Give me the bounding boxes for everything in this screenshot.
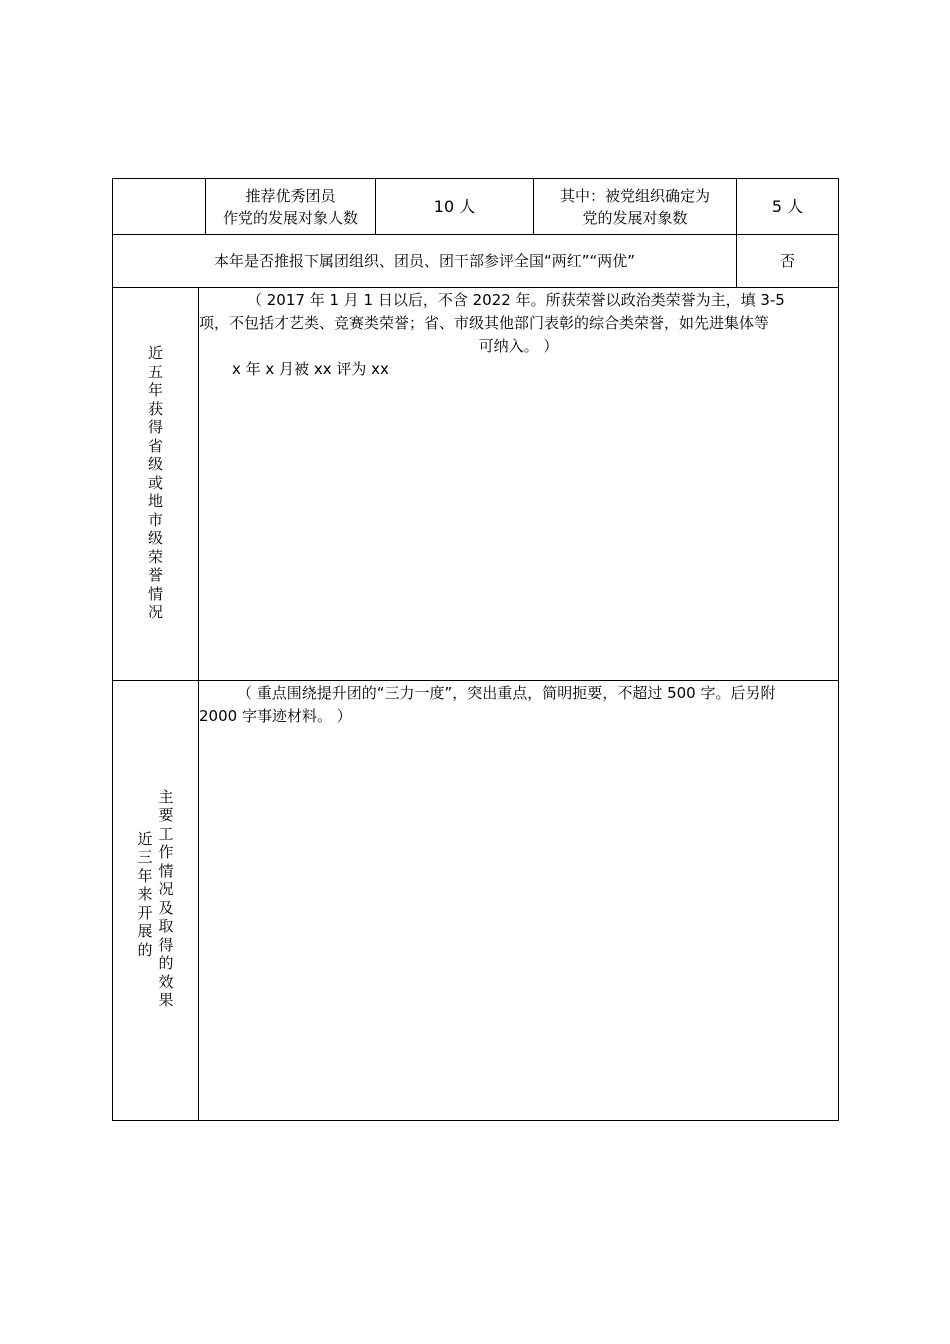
- vertical-label-char: 五: [147, 362, 163, 381]
- confirmed-count: 5 人: [771, 196, 804, 216]
- vertical-label-char: 得: [147, 418, 163, 437]
- vertical-label-char: 况: [147, 603, 163, 622]
- vertical-label-char: 三: [137, 848, 153, 866]
- vertical-label-char: 及: [158, 898, 174, 917]
- vertical-label-char: 取: [158, 917, 174, 935]
- work-note: [199, 682, 838, 728]
- national-award-question: 本年是否推报下属团组织、团员、团干部参评全国“两红”“两优”: [213, 252, 636, 270]
- vertical-label-char: 市: [147, 510, 163, 529]
- vertical-label-char: 省: [147, 436, 163, 455]
- vertical-label-char: 年: [137, 866, 153, 885]
- confirmed-members-label: [534, 179, 736, 234]
- recommend-count: 10 人: [433, 196, 476, 216]
- vertical-label-char: 的: [137, 940, 153, 959]
- vertical-label-char: 或: [147, 473, 163, 492]
- recommend-label-line1: 推荐优秀团员: [245, 186, 336, 205]
- vertical-label-char: 级: [147, 529, 163, 548]
- vertical-label-char: 果: [158, 991, 174, 1009]
- vertical-label-char: 荣: [147, 547, 163, 566]
- honors-label-cell: [113, 288, 198, 680]
- confirmed-label-line2: 党的发展对象数: [582, 208, 688, 227]
- honors-entry: x 年 x 月被 xx 评为 xx: [232, 360, 389, 378]
- vertical-label-char: 誉: [147, 566, 163, 585]
- vertical-label-char: 年: [147, 381, 163, 400]
- honors-label: [148, 344, 163, 622]
- vertical-label-char: 近: [147, 344, 163, 363]
- national-award-answer: 否: [779, 252, 795, 270]
- empty-cell: [113, 179, 205, 234]
- row-divider-3: [113, 680, 838, 681]
- confirmed-label-line1: 其中：被党组织确定为: [559, 186, 710, 205]
- honors-note-line2: 项，不包括才艺类、竞赛类荣誉；省、市级其他部门表彰的综合类荣誉，如先进集体等: [199, 314, 770, 332]
- vertical-label-char: 来: [137, 885, 153, 903]
- vertical-label-char: 主: [158, 787, 174, 806]
- vertical-label-char: 情: [158, 861, 174, 880]
- vertical-label-char: 效: [158, 972, 174, 991]
- application-form-table: [112, 178, 839, 1121]
- vertical-label-char: 作: [158, 843, 174, 861]
- work-note-line1: （ 重点围绕提升团的“三力一度”，突出重点，简明扼要，不超过 500 字。后另附: [237, 684, 776, 702]
- vertical-label-char: 工: [158, 824, 174, 843]
- vertical-label-char: 级: [147, 455, 163, 474]
- vertical-label-char: 要: [158, 806, 174, 824]
- honors-note-line1: （ 2017 年 1 月 1 日以后，不含 2022 年。所获荣誉以政治类荣誉为主，填 3-5: [247, 291, 785, 309]
- work-note-line2: 2000 字事迹材料。 ）: [199, 707, 352, 725]
- row-divider-2: [113, 287, 838, 288]
- vertical-label-char: 地: [147, 492, 163, 511]
- vertical-label-char: 情: [147, 584, 163, 603]
- honors-note-line3: 可纳入。 ）: [478, 337, 559, 355]
- recommend-members-label: [206, 179, 375, 234]
- work-label-cell: [113, 681, 198, 1120]
- work-label-col1: [137, 830, 152, 960]
- vertical-label-char: 获: [147, 399, 163, 418]
- vertical-label-char: 况: [158, 880, 174, 898]
- work-label-col2: [159, 788, 174, 1010]
- vertical-label-char: 得: [158, 935, 174, 954]
- vertical-label-char: 近: [137, 829, 153, 848]
- recommend-label-line2: 作党的发展对象人数: [222, 208, 358, 227]
- honors-note: [199, 289, 838, 381]
- vertical-label-char: 开: [137, 903, 153, 922]
- vertical-label-char: 的: [158, 954, 174, 972]
- vertical-label-char: 展: [137, 922, 153, 940]
